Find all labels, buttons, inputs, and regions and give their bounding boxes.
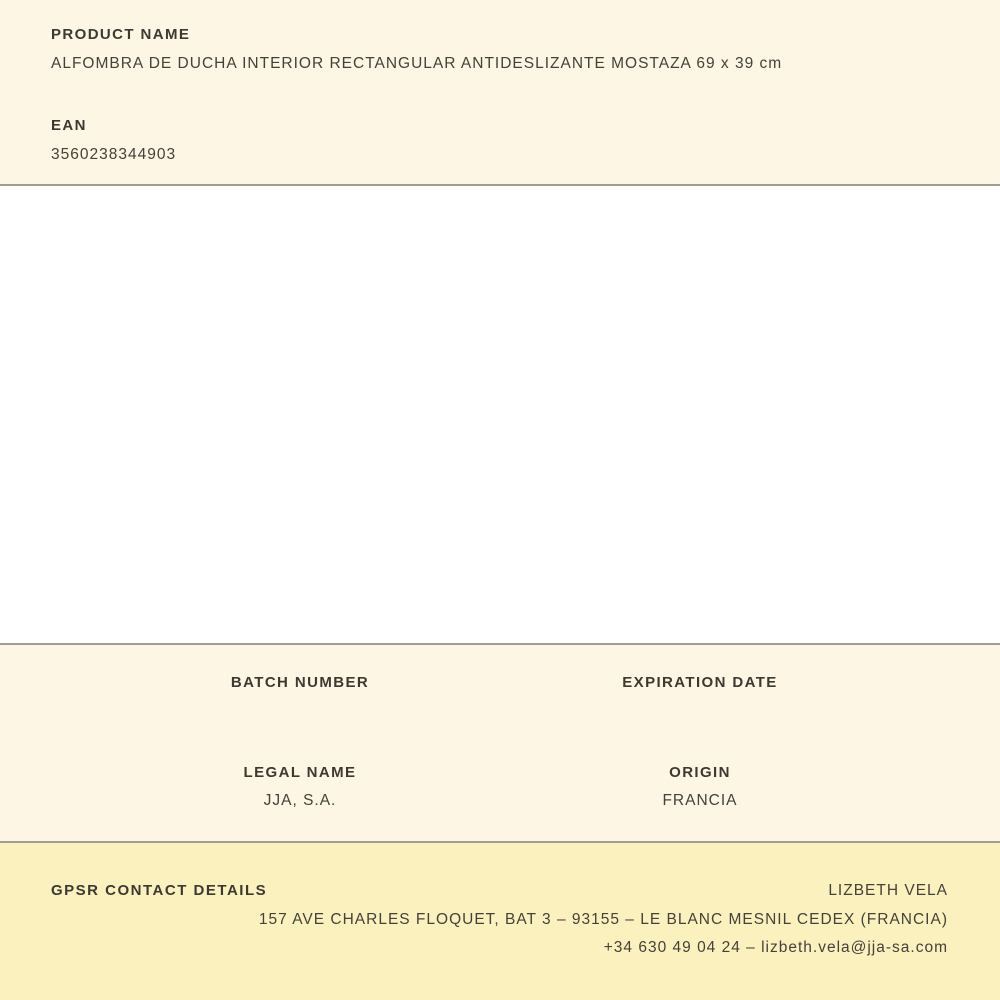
expiration-date-label: EXPIRATION DATE bbox=[622, 674, 778, 691]
legal-origin-row bbox=[100, 765, 900, 809]
expiration-date-value bbox=[500, 703, 900, 718]
origin-label: ORIGIN bbox=[669, 764, 731, 781]
origin-value: FRANCIA bbox=[662, 792, 738, 809]
product-section bbox=[0, 0, 1000, 186]
product-name-value: ALFOMBRA DE DUCHA INTERIOR RECTANGULAR ANTIDESLIZANTE MOSTAZA 69 x 39 cm bbox=[51, 55, 783, 72]
info-section bbox=[0, 645, 1000, 843]
gpsr-contact-section bbox=[0, 843, 1000, 1000]
gpsr-contact-lines bbox=[51, 912, 948, 956]
product-name-label: PRODUCT NAME bbox=[51, 26, 191, 43]
ean-value: 3560238344903 bbox=[51, 145, 177, 163]
batch-number-value bbox=[100, 703, 500, 718]
gpsr-contact-heading: GPSR CONTACT DETAILS bbox=[51, 882, 268, 899]
legal-name-value: JJA, S.A. bbox=[263, 792, 337, 809]
gpsr-contact-header-row bbox=[51, 883, 948, 899]
legal-name-cell bbox=[100, 765, 500, 809]
origin-cell bbox=[500, 765, 900, 809]
contact-person-name: LIZBETH VELA bbox=[828, 882, 948, 899]
ean-label: EAN bbox=[51, 116, 87, 134]
product-image-area bbox=[0, 186, 1000, 645]
legal-name-label: LEGAL NAME bbox=[243, 764, 357, 781]
contact-phone-email: +34 630 49 04 24 – lizbeth.vela@jja-sa.com bbox=[603, 939, 948, 956]
batch-number-label: BATCH NUMBER bbox=[230, 674, 370, 691]
contact-address: 157 AVE CHARLES FLOQUET, BAT 3 – 93155 – LE BLANC MESNIL CEDEX (FRANCIA) bbox=[258, 910, 948, 928]
batch-expiration-row bbox=[100, 675, 900, 765]
ean-block bbox=[51, 118, 949, 163]
batch-number-cell bbox=[100, 675, 500, 765]
expiration-date-cell bbox=[500, 675, 900, 765]
